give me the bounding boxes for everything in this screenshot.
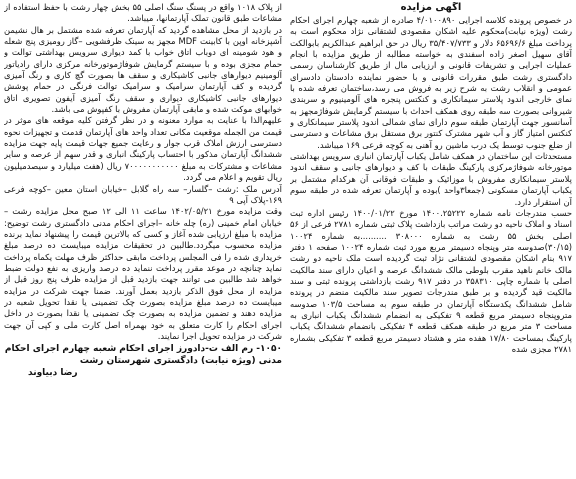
notice-paragraph-4: از پلاک ۱۰۱۸ واقع در پسنگ سنگ اصلی ۵۵ بخش چهار رشت با حفظ استفاده از مشاعات طبق قانون تملک آپارتمانها، میباشد. — [4, 2, 282, 24]
notice-paragraph-1: در خصوص پرونده کلاسه اجرایی ۴/۰۱۰۰۸۹۰ صادره از شعبه چهارم اجرای احکام رشت (ویژه نیابت)محکوم علیه اشکان مقصودی لشتقانی نژاد محکوم است به پرداخت مبلغ ۶۵۶۹۶/۶ دلار و ۳۵/۴۰۷/۷۳۳ ریال در حق ابراهیم عبدالکریم بابوالکت آقای سهیل اصغر زاده اسفندی به خواسته مطالبه از طریق مزایده با انجام عملیات اجرایی و تشریفات قانونی و ارزیابی مال از طریق کارشناسان رسمی دادگستری رشت طبق مقررات قانونی و با حضور نماینده دادستان دادسرای عمومی و انقلاب رشت به شرح زیر به فروش می رسد،ساختمان تعرفه شده با نمای خارجی اندود پلاستر سیمانکاری و کنکتس پنجره های آلومینیوم و سربندی شیروانی بصورت سه طبقه روی همکف احداث با سیستم گرمایش شوفاژمجهز به آسانسور جهت آپارتمان طبقه سوم دارای نمای شمالی اندود پلاستر سیمانکاری و کنکتس امتیاز گاز و آب شهر مشترک کنتور برق مستقل برق مشاعات و دسترسی از ضلع جنوب توسط یک درب ماشین رو آهنی به کوچه فرعی ۱۶۹ میباشد. — [290, 15, 572, 150]
property-address: آدرس ملک :رشت –گلسار– سه راه گلابل –خیابان استان معین –کوچه فرعی ۱۶۹-پلاک آپی ۹ — [4, 183, 282, 205]
right-column — [290, 2, 572, 477]
notice-paragraph-2: مستحدثات این ساختمان در همکف شامل یکباب آپارتمان انباری سرویس بهداشتی موتورخانه شوفاژمرکزی پارکینگ طبقات با کف و دیوارهای جانبی و سقف اندود پلاستر سیمانکاری مفروش با موزائیک و طبقات فوقانی آن هرکدام مشتمل بر یکباب آپارتمان مسکونی (جمعا۳واحد )بوده و آپارتمان تعرفه شده در طبقه سوم آن استقرار دارد. — [290, 151, 572, 207]
auction-details: وقت مزایده مورخ ۱۴۰۲/۰۵/۲۱ ساعت ۱۱ الی ۱۲ صبح محل مزایده رشت –خیابان امام خمینی (ره) چله خانه –اجرای احکام مدنی دادگستری رشت توضیح: مزایده با مبلغ ارزیابی شده آغاز و کسی که بالاترین قیمت را پیشنهاد نماید برنده مزایده محسوب میگردد.طالبین در تحقیقات مزایده میبایست ده درصد مبلغ خریداری شده را فی المجلس پرداخت مابقی حداکثر ظرف مهلت یکماه پرداخت نماید چنانچه در موعد مقرر پرداخت ننماید ده درصد واریزی به نفع دولت ضبط خواهد شد طالبین می توانند جهت بازدید قبل از مزایده ظرف پنج روز قبل از مزایده از محل فوق الذکر بازدید بعمل آورند. ضمنا جهت شرکت در مزایده میبایست ده درصد مبلغ مزایده بصورت چک تضمینی یا نقدا تحویل شعبه در مزایده دهند و تضمین مزایده به بصورت چک تضمینی یا نقدا بصورت در داخل اجرای احکام را کارت متعلق به خود بهمراه اصل کارت ملی و کپی آن جهت شرکت در مزایده تحویل اجرا نمایند. — [4, 206, 282, 341]
notice-page — [4, 2, 572, 477]
notice-title: آگهی مزایده — [400, 2, 462, 13]
notice-paragraph-3: حسب مندرجات نامه شماره ۱۴۰۰.۲۵۲۲۲ مورخ ۱۴۰۰/۰۱/۲۲ رئیس اداره ثبت اسناد و املاک ناحیه دو رشت مراتب بازداشت پلاک ثبتی شماره ۲۷۸۱ فرعی از ۵۶ اصلی بخش ۵۵ رشت به شماره ۳۰۸۰۰۰ ..........به شماره ۱۰۰۲۴ (۳۰/۱۵)صدوسه متر وپنجاه دسیمتر مربع مورد ثبت شماره ۱۰۰۲۴ صفحه ۱ دفتر ۹۱۷ بنام اشکان مقصودی لشتقانی نژاد ثبت گردیده است ملک ناحیه دو رشت مالک خانم ناهید مقرب بلوطی مالک ششدانگ عرصه و اعیان دارای سند مالکیت اصلی با شماره چاپی ۳۵۸۳۱۰ در دفتر ۹۱۷ رشت بازداشتی پرونده ثبتی و سند مالکیت قید گردیده و بر طبق مندرجات تصویر سند مالکیت منضم در پرونده شامل ششدانگ یکدستگاه آپارتمان در طبقه سوم به مساحت ۱۰۳/۵ صدوسه متروپنجاه دسیمتر مربع قطعه ۹ تفکیکی به انضمام ششدانگ یکباب انباری به مساحت ۳ متر مربع در طبقه همکف قطعه ۴ تفکیکی بانضمام ششدانگ یکباب پارکینگ بمساحت ۱۷/۸۰ هفده متر و هشتاد دسیمتر مربع قطعه ۳ تفکیکی بشماره ۲۷۸۱ مجزی شده — [290, 207, 572, 354]
signature-name: رضا دبیاوند — [28, 368, 78, 379]
left-column — [4, 2, 282, 477]
signature-line: ۱۰۵۰- رم الف ت-دادورز اجرای احکام شعبه چهارم اجرای احکام مدنی (ویژه نیابت) دادگستری شهرستان رشت — [4, 344, 282, 367]
notice-paragraph-5: در بازدید از محل مشاهده گردید که آپارتمان تعرفه شده مشتمل بر هال نشیمن آشپزخانه اوپن با کابینت MDF مجهز به سینک ظرفشویی –گاز رومیزی پنج شعله و هود شومینه ای دوباب اتاق خواب با کمد دیواری سرویس بهداشتی توالت و حمام مجزی بوده و با سیستم گرمایش شوفاژموتورخانه مرکزی دارای رادیاتور آلومینیم دیوارهای جانبی کاشیکاری و سقف ها بصورت گچ کاری و رنگ آمیزی گردیده و کف آپارتمان سرامیک و سرامیک توالت فرنگی در حمام پوشش دیوارهای جانبی کاشیکاری دیواری و سقف رنگ آمیزی آیفون تصویری اتاق خوابهای موکت شده و مابقی آپارتمان مفروش با کفپوش می باشد. — [4, 24, 282, 115]
notice-paragraph-6: علیهم‌الذا با عنایت به موارد معنونه و در نظر گرفتن کلیه موقعه های موثر در قیمت من الجمله موقعیت مکانی تعداد واحد های آپارتمان قدمت و تجهیزات نحوه دسترسی ارزش املاک قرب جوار و رعایت جمیع جهات قیمت پایه جهت مزایده ششدانگ آپارتمان مذکور با احتساب پارکینگ انباری و قدر سهم از عرصه و سایر مشاعات و مشترکات به مبلغ ۷۰۰۰۰۰۰۰۰۰۰۰ ریال (هفت میلیارد و سیصدمیلیون ریال تقویم و اعلام می گردد. — [4, 115, 282, 183]
